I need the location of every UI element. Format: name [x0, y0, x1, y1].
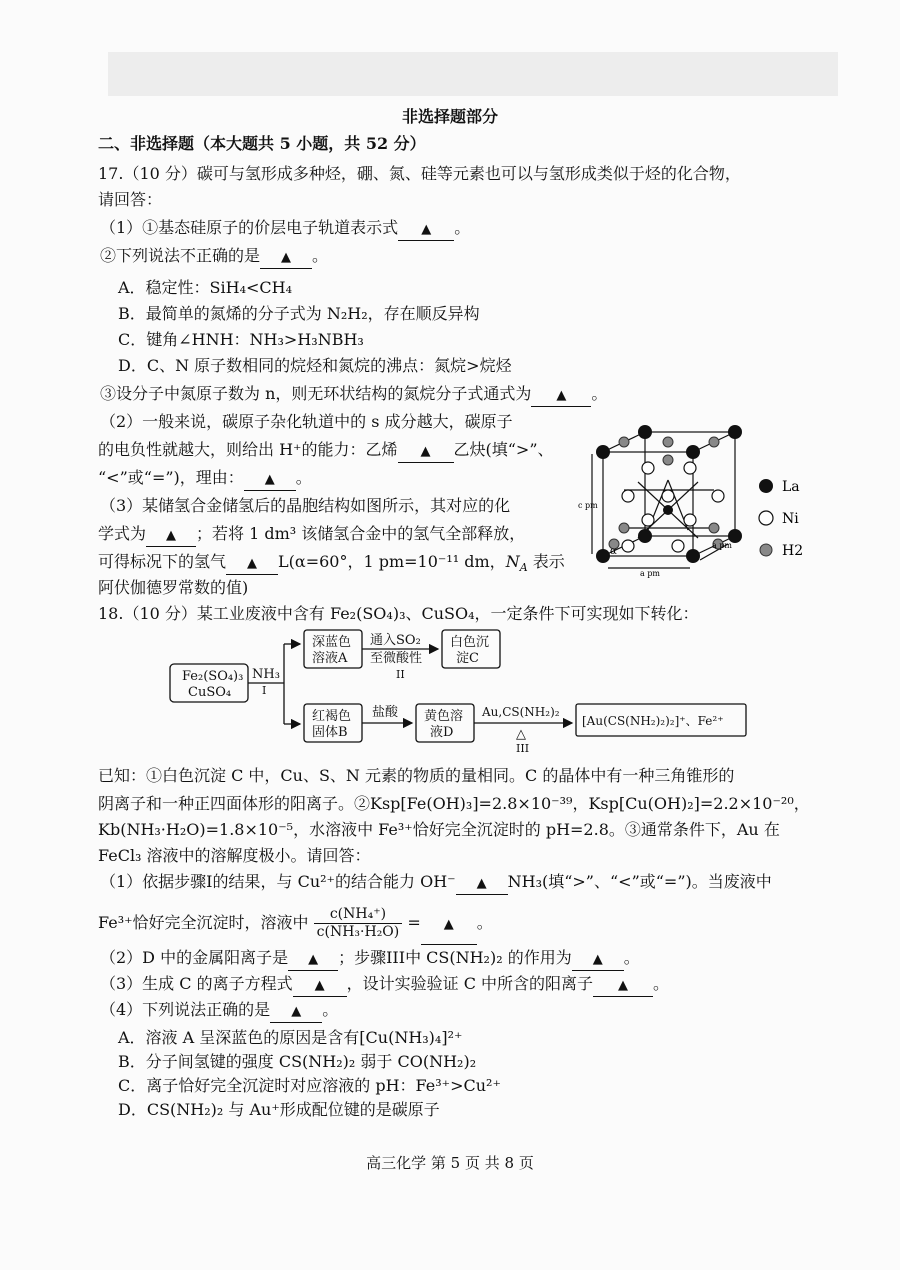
q17-stem-line2: 请回答：	[98, 190, 163, 209]
q18-part1-line1: （1）依据步骤I的结果，与 Cu²⁺的结合能力 OH⁻ ▲ NH₃(填“>”、“<”或“=”)。当废液中	[100, 872, 772, 895]
flow-box-d-line2: 液D	[430, 725, 454, 740]
answer-blank[interactable]: ▲	[398, 218, 454, 241]
q18-option-a: A．溶液 A 呈深蓝色的原因是含有[Cu(NH₃)₄]²⁺	[118, 1028, 463, 1047]
answer-blank[interactable]: ▲	[244, 468, 296, 491]
q18-known-1: 已知：①白色沉淀 C 中，Cu、S、N 元素的物质的量相同。C 的晶体中有一种三角锥形的	[98, 766, 735, 785]
flow-arrow-d: Au,CS(NH₂)₂	[482, 705, 560, 719]
q17-stem-line1: 17.（10 分）碳可与氢形成多种烃，硼、氮、硅等元素也可以与氢形成类似于烃的化合物，	[98, 164, 741, 183]
answer-blank[interactable]: ▲	[398, 440, 454, 463]
label-a-side: a pm	[712, 541, 733, 550]
legend-la: La	[782, 479, 800, 495]
legend-ni-marker	[759, 511, 773, 525]
q17-option-c: C．键角∠HNH：NH₃>H₃NBH₃	[118, 330, 364, 349]
flow-box-c-line2: 淀C	[456, 651, 479, 666]
answer-blank[interactable]: ▲	[593, 974, 653, 997]
flow-diagram	[160, 628, 780, 758]
flow-step1: I	[262, 684, 267, 697]
q17-part1-b: ②下列说法不正确的是 ▲ 。	[100, 246, 328, 269]
flow-step3: III	[516, 742, 530, 755]
label-c: c pm	[578, 501, 598, 510]
flow-box-a-line1: 深蓝色	[312, 635, 352, 650]
crystal-cell-diagram	[578, 420, 818, 580]
legend-ni: Ni	[782, 511, 799, 527]
flow-start-line2: CuSO₄	[188, 685, 232, 700]
answer-blank[interactable]: ▲	[572, 948, 624, 971]
answer-blank[interactable]: ▲	[456, 872, 508, 895]
q17-option-a: A．稳定性：SiH₄<CH₄	[118, 278, 293, 297]
q18-known-3: Kb(NH₃·H₂O)=1.8×10⁻⁵，水溶液中 Fe³⁺恰好完全沉淀时的 pH=2.8。③通常条件下，Au 在	[98, 820, 780, 839]
q17-part2-line1: （2）一般来说，碳原子杂化轨道中的 s 成分越大，碳原子	[100, 412, 513, 431]
q17-part2-line2: 的电负性就越大，则给出 H⁺的能力：乙烯 ▲ 乙炔(填“>”、	[98, 440, 554, 463]
answer-blank[interactable]: ▲	[288, 948, 338, 971]
flow-box-a-line2: 溶液A	[312, 651, 348, 666]
q17-part3-line1: （3）某储氢合金储氢后的晶胞结构如图所示，其对应的化	[100, 496, 511, 515]
answer-blank[interactable]: ▲	[531, 384, 591, 407]
answer-blank[interactable]: ▲	[270, 1000, 322, 1023]
q18-part1-line2: Fe³⁺恰好完全沉淀时，溶液中 $\frac{\text{c(NH₄⁺)}}{\text{c(NH₃·H₂O)}}$ = ▲ 。	[98, 904, 493, 945]
q18-known-2: 阴离子和一种正四面体形的阳离子。②Ksp[Fe(OH)₃]=2.8×10⁻³⁹，Ksp[Cu(OH)₂]=2.2×10⁻²⁰，	[98, 794, 810, 813]
q17-part1-a: （1）①基态硅原子的价层电子轨道表示式 ▲ 。	[100, 218, 470, 241]
answer-blank[interactable]: ▲	[293, 974, 347, 997]
ratio-fraction: $\frac{\text{c(NH₄⁺)}}{\text{c(NH₃·H₂O)}}$	[314, 906, 403, 941]
answer-blank[interactable]: ▲	[260, 246, 312, 269]
flow-step2: II	[396, 668, 405, 681]
q18-part3: （3）生成 C 的离子方程式 ▲ ，设计实验验证 C 中所含的阳离子 ▲ 。	[100, 974, 669, 997]
q17-option-b: B．最简单的氮烯的分子式为 N₂H₂，存在顺反异构	[118, 304, 480, 323]
legend-h2-marker	[760, 544, 772, 556]
legend-h2: H2	[782, 543, 804, 559]
part-title: 二、非选择题（本大题共 5 小题，共 52 分）	[98, 134, 426, 153]
answer-blank[interactable]: ▲	[421, 904, 477, 945]
flow-box-b-line2: 固体B	[312, 725, 348, 740]
flow-hcl: 盐酸	[372, 705, 399, 720]
q17-option-d: D．C、N 原子数相同的烷烃和氮烷的沸点：氮烷>烷烃	[118, 356, 512, 375]
label-a-bottom: a pm	[640, 569, 661, 578]
page-footer: 高三化学 第 5 页 共 8 页	[366, 1154, 534, 1172]
flow-nh3: NH₃	[252, 667, 280, 682]
q18-stem: 18.（10 分）某工业废液中含有 Fe₂(SO₄)₃、CuSO₄，一定条件下可实现如下转化：	[98, 604, 699, 623]
q18-option-b: B．分子间氢键的强度 CS(NH₂)₂ 弱于 CO(NH₂)₂	[118, 1052, 477, 1071]
flow-box-b-line1: 红褐色	[312, 709, 352, 724]
q17-part1-c: ③设分子中氮原子数为 n，则无环状结构的氮烷分子式通式为 ▲ 。	[100, 384, 607, 407]
q17-part3-line2: 学式为 ▲ ；若将 1 dm³ 该储氢合金中的氢气全部释放，	[98, 524, 525, 547]
flow-box-c-line1: 白色沉	[450, 635, 490, 650]
q17-part2-line3: “<”或“=”)，理由： ▲ 。	[98, 468, 312, 491]
q18-option-d: D．CS(NH₂)₂ 与 Au⁺形成配位键的是碳原子	[118, 1100, 440, 1119]
q17-part3-line3: 可得标况下的氢气 ▲ L(α=60°，1 pm=10⁻¹¹ dm，$N_A$ 表示	[98, 552, 565, 575]
flow-box-d-line1: 黄色溶	[424, 709, 464, 724]
q18-option-c: C．离子恰好完全沉淀时对应溶液的 pH：Fe³⁺>Cu²⁺	[118, 1076, 501, 1095]
flow-arrow-a-line1: 通入SO₂	[370, 633, 421, 648]
answer-blank[interactable]: ▲	[226, 552, 278, 575]
q18-part4: （4）下列说法正确的是 ▲ 。	[100, 1000, 338, 1023]
flow-product: [Au(CS(NH₂)₂)₂]⁺、Fe²⁺	[582, 714, 724, 728]
flow-heat: △	[516, 727, 526, 742]
flow-start-line1: Fe₂(SO₄)₃	[182, 669, 244, 684]
legend-la-marker	[759, 479, 773, 493]
q18-part2: （2）D 中的金属阳离子是 ▲ ；步骤III中 CS(NH₂)₂ 的作用为 ▲ 。	[100, 948, 640, 971]
q18-known-4: FeCl₃ 溶液中的溶解度极小。请回答：	[98, 846, 371, 865]
q17-part3-line4: 阿伏伽德罗常数的值)	[98, 578, 249, 597]
flow-arrow-a-line2: 至微酸性	[370, 651, 423, 666]
answer-blank[interactable]: ▲	[146, 524, 196, 547]
header-band	[108, 52, 838, 96]
section-title: 非选择题部分	[401, 107, 498, 126]
label-alpha: α	[610, 546, 617, 557]
